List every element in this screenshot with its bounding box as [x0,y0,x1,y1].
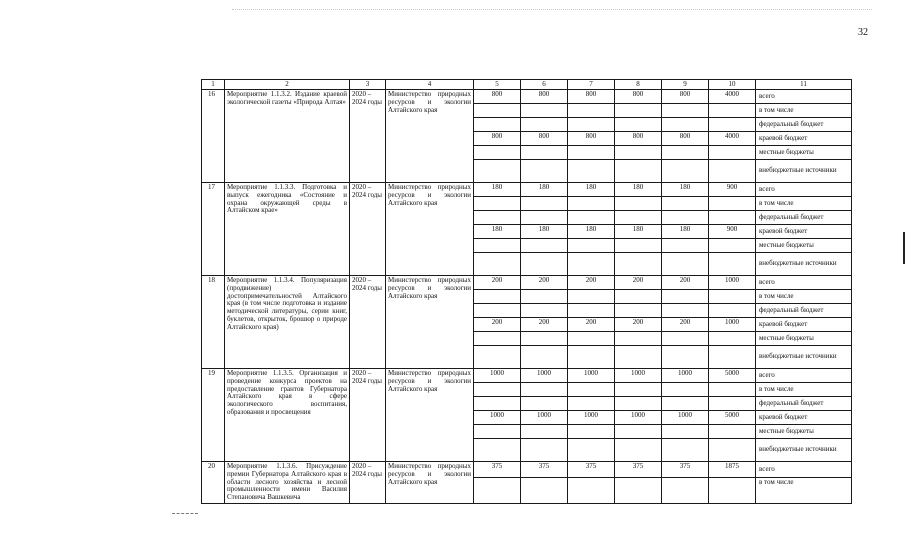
page-number: 32 [858,27,868,38]
empty-value-cell [474,397,521,411]
empty-value-cell [615,160,662,183]
table-row [202,276,852,290]
empty-value-cell [568,146,615,160]
regional-value-cell: 200 [662,318,709,332]
regional-value-cell: 200 [474,318,521,332]
total-value-cell: 1875 [709,462,756,478]
regional-value-cell: 180 [662,225,709,239]
empty-value-cell [709,304,756,318]
period-cell: 2020 – 2024 годы [350,462,386,504]
empty-value-cell [474,104,521,118]
empty-value-cell [615,146,662,160]
executor-cell: Министерство природных ресурсов и экологии Алтайского края [386,369,474,462]
total-value-cell: 800 [662,90,709,104]
funding-source-cell: в том числе [756,383,852,397]
empty-value-cell [474,197,521,211]
total-value-cell: 1000 [521,369,568,383]
empty-value-cell [521,425,568,439]
event-name-cell: Мероприятие 1.1.3.6. Присуждение премии Губернатора Алтайского края в области лесного хозяйства и лесной промышленности имени Василия Степановича Вашкевича [225,462,350,504]
empty-value-cell [709,332,756,346]
total-value-cell: 180 [474,183,521,197]
total-value-cell: 200 [474,276,521,290]
empty-value-cell [615,346,662,369]
funding-source-cell: федеральный бюджет [756,397,852,411]
empty-value-cell [474,383,521,397]
total-value-cell: 800 [521,90,568,104]
regional-value-cell: 200 [521,318,568,332]
empty-value-cell [709,477,756,503]
empty-value-cell [662,425,709,439]
table-row [202,183,852,197]
empty-value-cell [568,253,615,276]
total-value-cell: 180 [568,183,615,197]
regional-value-cell: 800 [568,132,615,146]
empty-value-cell [521,253,568,276]
total-value-cell: 1000 [474,369,521,383]
period-cell: 2020 – 2024 годы [350,90,386,183]
funding-source-cell: всего [756,276,852,290]
empty-value-cell [568,197,615,211]
empty-value-cell [662,397,709,411]
empty-value-cell [474,118,521,132]
executor-cell: Министерство природных ресурсов и экологии Алтайского края [386,90,474,183]
funding-source-cell: всего [756,462,852,478]
funding-source-cell: внебюджетные источники [756,346,852,369]
row-index-cell: 19 [202,369,225,462]
regional-value-cell: 200 [568,318,615,332]
empty-value-cell [521,439,568,462]
empty-value-cell [662,346,709,369]
empty-value-cell [474,211,521,225]
empty-value-cell [521,104,568,118]
empty-value-cell [662,439,709,462]
event-name-cell: Мероприятие 1.1.3.3. Подготовка и выпуск ежегодника «Состояние и охрана окружающей среды в Алтайском крае» [225,183,350,276]
regional-value-cell: 1000 [709,318,756,332]
total-value-cell: 800 [615,90,662,104]
regional-value-cell: 200 [615,318,662,332]
total-value-cell: 1000 [615,369,662,383]
empty-value-cell [709,118,756,132]
empty-value-cell [521,146,568,160]
regional-value-cell: 5000 [709,411,756,425]
column-number-cell: 8 [615,80,662,90]
total-value-cell: 5000 [709,369,756,383]
empty-value-cell [521,118,568,132]
funding-source-cell: федеральный бюджет [756,211,852,225]
total-value-cell: 200 [662,276,709,290]
empty-value-cell [662,211,709,225]
column-number-cell: 11 [756,80,852,90]
empty-value-cell [662,304,709,318]
empty-value-cell [521,383,568,397]
funding-source-cell: внебюджетные источники [756,439,852,462]
regional-value-cell: 1000 [662,411,709,425]
empty-value-cell [709,253,756,276]
empty-value-cell [568,211,615,225]
total-value-cell: 800 [474,90,521,104]
total-value-cell: 180 [662,183,709,197]
funding-source-cell: краевой бюджет [756,411,852,425]
empty-value-cell [568,425,615,439]
empty-value-cell [615,425,662,439]
program-events-table [201,79,852,504]
regional-value-cell: 180 [568,225,615,239]
empty-value-cell [662,383,709,397]
executor-cell: Министерство природных ресурсов и экологии Алтайского края [386,276,474,369]
row-index-cell: 18 [202,276,225,369]
scan-margin-mark-bottom [172,513,198,514]
funding-source-cell: всего [756,369,852,383]
empty-value-cell [521,290,568,304]
row-index-cell: 17 [202,183,225,276]
executor-cell: Министерство природных ресурсов и экологии Алтайского края [386,462,474,504]
empty-value-cell [521,332,568,346]
empty-value-cell [615,439,662,462]
period-cell: 2020 – 2024 годы [350,369,386,462]
total-value-cell: 1000 [709,276,756,290]
empty-value-cell [521,211,568,225]
empty-value-cell [709,346,756,369]
funding-source-cell: местные бюджеты [756,239,852,253]
empty-value-cell [709,383,756,397]
column-number-cell: 9 [662,80,709,90]
regional-value-cell: 900 [709,225,756,239]
empty-value-cell [615,211,662,225]
empty-value-cell [709,160,756,183]
empty-value-cell [521,477,568,503]
empty-value-cell [709,211,756,225]
empty-value-cell [709,439,756,462]
total-value-cell: 200 [521,276,568,290]
empty-value-cell [568,118,615,132]
funding-source-cell: всего [756,90,852,104]
total-value-cell: 200 [568,276,615,290]
empty-value-cell [615,383,662,397]
empty-value-cell [709,239,756,253]
funding-source-cell: в том числе [756,290,852,304]
empty-value-cell [474,239,521,253]
event-name-cell: Мероприятие 1.1.3.2. Издание краевой экологической газеты «Природа Алтая» [225,90,350,183]
regional-value-cell: 180 [615,225,662,239]
empty-value-cell [615,290,662,304]
column-number-cell: 2 [225,80,350,90]
empty-value-cell [709,104,756,118]
empty-value-cell [521,346,568,369]
event-name-cell: Мероприятие 1.1.3.5. Организация и проведение конкурса проектов на предоставление грантов Губернатора Алтайского края в сфере экологического воспитания, образования и просвещения [225,369,350,462]
empty-value-cell [662,146,709,160]
row-index-cell: 20 [202,462,225,504]
funding-source-cell: местные бюджеты [756,332,852,346]
empty-value-cell [568,304,615,318]
column-number-cell: 6 [521,80,568,90]
funding-source-cell: в том числе [756,104,852,118]
empty-value-cell [474,146,521,160]
total-value-cell: 375 [521,462,568,478]
table-row [202,462,852,478]
empty-value-cell [568,332,615,346]
empty-value-cell [474,346,521,369]
empty-value-cell [521,197,568,211]
column-number-cell: 1 [202,80,225,90]
empty-value-cell [568,104,615,118]
period-cell: 2020 – 2024 годы [350,276,386,369]
empty-value-cell [521,304,568,318]
empty-value-cell [662,197,709,211]
regional-value-cell: 800 [474,132,521,146]
total-value-cell: 180 [615,183,662,197]
column-number-cell: 4 [386,80,474,90]
total-value-cell: 900 [709,183,756,197]
empty-value-cell [568,439,615,462]
empty-value-cell [662,477,709,503]
empty-value-cell [662,160,709,183]
total-value-cell: 375 [474,462,521,478]
regional-value-cell: 1000 [521,411,568,425]
total-value-cell: 200 [615,276,662,290]
empty-value-cell [474,439,521,462]
total-value-cell: 4000 [709,90,756,104]
empty-value-cell [474,304,521,318]
empty-value-cell [662,239,709,253]
empty-value-cell [568,160,615,183]
regional-value-cell: 4000 [709,132,756,146]
funding-source-cell: краевой бюджет [756,318,852,332]
empty-value-cell [615,253,662,276]
empty-value-cell [474,160,521,183]
empty-value-cell [662,332,709,346]
scan-artifact-line [232,9,872,10]
empty-value-cell [568,397,615,411]
row-index-cell: 16 [202,90,225,183]
empty-value-cell [521,160,568,183]
empty-value-cell [521,239,568,253]
empty-value-cell [521,397,568,411]
empty-value-cell [709,290,756,304]
empty-value-cell [615,118,662,132]
total-value-cell: 375 [568,462,615,478]
total-value-cell: 800 [568,90,615,104]
empty-value-cell [662,104,709,118]
funding-source-cell: в том числе [756,477,852,503]
funding-source-cell: федеральный бюджет [756,118,852,132]
funding-source-cell: внебюджетные источники [756,253,852,276]
regional-value-cell: 180 [474,225,521,239]
funding-source-cell: местные бюджеты [756,146,852,160]
regional-value-cell: 800 [662,132,709,146]
empty-value-cell [662,290,709,304]
table-row [202,369,852,383]
executor-cell: Министерство природных ресурсов и экологии Алтайского края [386,183,474,276]
column-number-cell: 5 [474,80,521,90]
funding-source-cell: федеральный бюджет [756,304,852,318]
empty-value-cell [474,425,521,439]
empty-value-cell [568,346,615,369]
column-number-row [202,80,852,90]
funding-source-cell: краевой бюджет [756,132,852,146]
table-row [202,90,852,104]
empty-value-cell [615,239,662,253]
empty-value-cell [662,118,709,132]
empty-value-cell [568,477,615,503]
empty-value-cell [709,197,756,211]
regional-value-cell: 800 [521,132,568,146]
funding-source-cell: краевой бюджет [756,225,852,239]
regional-value-cell: 180 [521,225,568,239]
empty-value-cell [709,425,756,439]
empty-value-cell [474,332,521,346]
empty-value-cell [709,397,756,411]
regional-value-cell: 1000 [568,411,615,425]
total-value-cell: 1000 [568,369,615,383]
empty-value-cell [615,197,662,211]
empty-value-cell [615,477,662,503]
funding-source-cell: внебюджетные источники [756,160,852,183]
column-number-cell: 7 [568,80,615,90]
column-number-cell: 3 [350,80,386,90]
total-value-cell: 375 [615,462,662,478]
empty-value-cell [474,290,521,304]
empty-value-cell [474,477,521,503]
empty-value-cell [662,253,709,276]
empty-value-cell [568,383,615,397]
funding-source-cell: в том числе [756,197,852,211]
empty-value-cell [568,239,615,253]
total-value-cell: 375 [662,462,709,478]
empty-value-cell [615,104,662,118]
empty-value-cell [615,304,662,318]
column-number-cell: 10 [709,80,756,90]
regional-value-cell: 1000 [615,411,662,425]
empty-value-cell [615,332,662,346]
empty-value-cell [474,253,521,276]
empty-value-cell [709,146,756,160]
regional-value-cell: 1000 [474,411,521,425]
total-value-cell: 180 [521,183,568,197]
funding-source-cell: всего [756,183,852,197]
empty-value-cell [568,290,615,304]
regional-value-cell: 800 [615,132,662,146]
empty-value-cell [615,397,662,411]
event-name-cell: Мероприятие 1.1.3.4. Популяризация (продвижение) достопримечательностей Алтайского края (в том числе подготовка и издание методической литературы, серии книг, буклетов, открыток, брошюр о природе Алтайского края) [225,276,350,369]
funding-source-cell: местные бюджеты [756,425,852,439]
period-cell: 2020 – 2024 годы [350,183,386,276]
total-value-cell: 1000 [662,369,709,383]
